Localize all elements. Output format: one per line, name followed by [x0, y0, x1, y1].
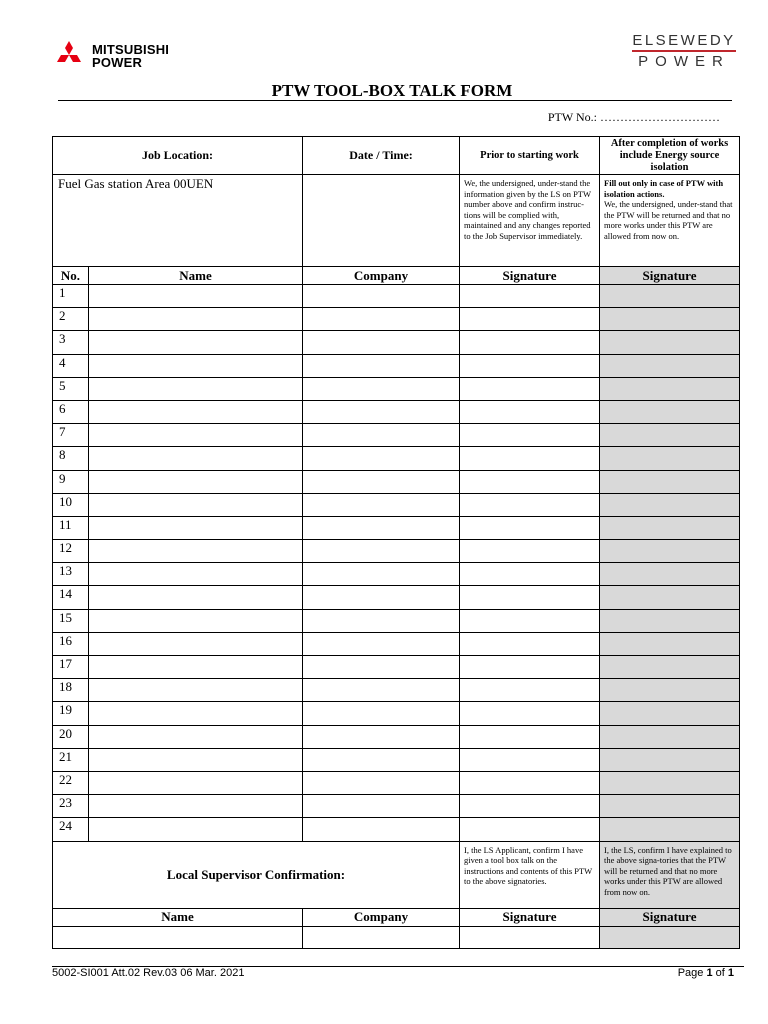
signature-after-field[interactable] [600, 377, 740, 400]
row-number: 15 [53, 609, 89, 632]
confirmation-name-field[interactable] [53, 926, 303, 948]
company-field[interactable] [303, 493, 460, 516]
table-row [53, 424, 740, 447]
company-field[interactable] [303, 702, 460, 725]
signature-after-field[interactable] [600, 470, 740, 493]
company-field[interactable] [303, 424, 460, 447]
company-field[interactable] [303, 308, 460, 331]
signature-field[interactable] [460, 563, 600, 586]
signature-field[interactable] [460, 470, 600, 493]
signature-field[interactable] [460, 424, 600, 447]
name-field[interactable] [89, 493, 303, 516]
name-field[interactable] [89, 563, 303, 586]
name-field[interactable] [89, 632, 303, 655]
name-field[interactable] [89, 354, 303, 377]
page-of: of [712, 967, 728, 979]
signature-field[interactable] [460, 354, 600, 377]
table-row [53, 516, 740, 539]
row-number: 6 [53, 400, 89, 423]
signature-after-field[interactable] [600, 795, 740, 818]
name-field[interactable] [89, 771, 303, 794]
signature-after-field[interactable] [600, 308, 740, 331]
company-field[interactable] [303, 377, 460, 400]
page-total: 1 [727, 967, 734, 979]
column-header-no: No. [53, 267, 89, 285]
table-row [53, 725, 740, 748]
signature-after-field[interactable] [600, 563, 740, 586]
signature-after-field[interactable] [600, 725, 740, 748]
name-field[interactable] [89, 516, 303, 539]
elsewedy-power-logo [624, 32, 744, 70]
elsewedy-wordmark: ELSEWEDY [632, 32, 736, 49]
row-number: 12 [53, 540, 89, 563]
name-field[interactable] [89, 308, 303, 331]
company-field[interactable] [303, 516, 460, 539]
table-row [53, 377, 740, 400]
row-number: 18 [53, 679, 89, 702]
name-field[interactable] [89, 447, 303, 470]
signature-after-field[interactable] [600, 656, 740, 679]
confirmation-signature-after-field[interactable] [600, 926, 740, 948]
signature-after-field[interactable] [600, 702, 740, 725]
company-field[interactable] [303, 795, 460, 818]
table-row [53, 493, 740, 516]
signature-after-field[interactable] [600, 516, 740, 539]
table-row [53, 563, 740, 586]
signature-field[interactable] [460, 285, 600, 308]
company-field[interactable] [303, 656, 460, 679]
name-field[interactable] [89, 656, 303, 679]
name-field[interactable] [89, 586, 303, 609]
company-field[interactable] [303, 540, 460, 563]
signature-after-field[interactable] [600, 818, 740, 841]
row-number: 16 [53, 632, 89, 655]
company-field[interactable] [303, 331, 460, 354]
company-field[interactable] [303, 771, 460, 794]
company-field[interactable] [303, 447, 460, 470]
row-number: 4 [53, 354, 89, 377]
company-field[interactable] [303, 400, 460, 423]
name-field[interactable] [89, 748, 303, 771]
logo-line-2: POWER [92, 55, 143, 70]
signature-field[interactable] [460, 447, 600, 470]
local-supervisor-confirmation-label: Local Supervisor Confirmation: [53, 841, 460, 908]
name-field[interactable] [89, 285, 303, 308]
row-number: 8 [53, 447, 89, 470]
name-field[interactable] [89, 679, 303, 702]
signature-after-field[interactable] [600, 771, 740, 794]
ls-applicant-confirmation-text: I, the LS Applicant, confirm I have given a tool box talk on the instructions and contents of this PTW to the above signatories. [460, 841, 600, 908]
row-number: 10 [53, 493, 89, 516]
date-time-label: Date / Time: [303, 137, 460, 175]
signature-field[interactable] [460, 586, 600, 609]
row-number: 1 [53, 285, 89, 308]
row-number: 24 [53, 818, 89, 841]
row-number: 17 [53, 656, 89, 679]
company-field[interactable] [303, 748, 460, 771]
signature-field[interactable] [460, 679, 600, 702]
table-row [53, 818, 740, 841]
confirmation-signature-field[interactable] [460, 926, 600, 948]
signature-after-field[interactable] [600, 447, 740, 470]
table-row [53, 771, 740, 794]
signature-field[interactable] [460, 725, 600, 748]
column-header-company: Company [303, 267, 460, 285]
table-row [53, 632, 740, 655]
date-time-value[interactable] [303, 175, 460, 267]
table-row [53, 586, 740, 609]
column-header-signature-after: Signature [600, 267, 740, 285]
company-field[interactable] [303, 354, 460, 377]
row-number: 7 [53, 424, 89, 447]
signature-field[interactable] [460, 540, 600, 563]
name-field[interactable] [89, 540, 303, 563]
job-location-label: Job Location: [53, 137, 303, 175]
ptw-number-field[interactable]: PTW No.: ………………………… [547, 110, 720, 124]
row-number: 21 [53, 748, 89, 771]
company-field[interactable] [303, 285, 460, 308]
signature-field[interactable] [460, 609, 600, 632]
signature-after-field[interactable] [600, 285, 740, 308]
page-current: 1 [706, 967, 713, 979]
row-number: 3 [53, 331, 89, 354]
table-row [53, 702, 740, 725]
table-row [53, 609, 740, 632]
row-number: 13 [53, 563, 89, 586]
company-field[interactable] [303, 632, 460, 655]
mitsubishi-power-wordmark [92, 43, 169, 69]
ls-confirmation-text: I, the LS, confirm I have explained to the above signa-tories that the PTW will be returned and that no more works under this PTW are allowed from now on. [600, 841, 740, 908]
name-field[interactable] [89, 377, 303, 400]
signature-field[interactable] [460, 795, 600, 818]
signature-after-field[interactable] [600, 586, 740, 609]
row-number: 14 [53, 586, 89, 609]
table-row [53, 447, 740, 470]
after-completion-label: After completion of works include Energy source isolation [600, 137, 740, 175]
mitsubishi-diamonds-icon [52, 41, 86, 71]
company-field[interactable] [303, 470, 460, 493]
row-number: 19 [53, 702, 89, 725]
confirmation-company-field[interactable] [303, 926, 460, 948]
title-divider [58, 100, 732, 101]
table-row [53, 656, 740, 679]
table-row [53, 400, 740, 423]
name-field[interactable] [89, 702, 303, 725]
signature-field[interactable] [460, 331, 600, 354]
company-field[interactable] [303, 818, 460, 841]
name-field[interactable] [89, 424, 303, 447]
signature-after-field[interactable] [600, 400, 740, 423]
table-row [53, 470, 740, 493]
signature-field[interactable] [460, 400, 600, 423]
row-number: 5 [53, 377, 89, 400]
company-field[interactable] [303, 586, 460, 609]
column-header-name: Name [89, 267, 303, 285]
company-field[interactable] [303, 563, 460, 586]
signature-after-field[interactable] [600, 493, 740, 516]
page-prefix: Page [677, 967, 707, 979]
signature-field[interactable] [460, 308, 600, 331]
power-wordmark: POWER [638, 53, 730, 70]
signature-field[interactable] [460, 748, 600, 771]
signature-after-field[interactable] [600, 424, 740, 447]
prior-declaration-text: We, the undersigned, under-stand the information given by the LS on PTW number above and confirm instruc-tions will be complied with, maintained and any changes reported to the Job Supervisor immediately. [460, 175, 600, 267]
name-field[interactable] [89, 818, 303, 841]
document-reference: 5002-SI001 Att.02 Rev.03 06 Mar. 2021 [52, 967, 245, 979]
row-number: 11 [53, 516, 89, 539]
toolbox-talk-table [52, 136, 740, 949]
table-row [53, 748, 740, 771]
elsewedy-accent-line [632, 50, 736, 52]
confirmation-name-header: Name [53, 908, 303, 926]
signature-after-field[interactable] [600, 609, 740, 632]
logo-line-1: MITSUBISHI [92, 42, 170, 57]
signature-field[interactable] [460, 377, 600, 400]
name-field[interactable] [89, 400, 303, 423]
confirmation-company-header: Company [303, 908, 460, 926]
prior-to-starting-label: Prior to starting work [460, 137, 600, 175]
after-declaration-note: Fill out only in case of PTW with isolation actions. [604, 178, 724, 199]
signature-field[interactable] [460, 818, 600, 841]
name-field[interactable] [89, 331, 303, 354]
signature-after-field[interactable] [600, 540, 740, 563]
table-row [53, 308, 740, 331]
after-declaration-text: We, the undersigned, under-stand that the PTW will be returned and that no more works under this PTW are allowed from now on. [604, 199, 733, 241]
signature-field[interactable] [460, 656, 600, 679]
row-number: 23 [53, 795, 89, 818]
company-field[interactable] [303, 679, 460, 702]
signature-after-field[interactable] [600, 354, 740, 377]
table-row [53, 795, 740, 818]
signature-field[interactable] [460, 702, 600, 725]
after-declaration [600, 175, 740, 267]
column-header-signature: Signature [460, 267, 600, 285]
row-number: 9 [53, 470, 89, 493]
row-number: 20 [53, 725, 89, 748]
signature-field[interactable] [460, 632, 600, 655]
signature-after-field[interactable] [600, 632, 740, 655]
table-row [53, 540, 740, 563]
mitsubishi-power-logo [52, 36, 169, 76]
table-row [53, 285, 740, 308]
table-row [53, 331, 740, 354]
page-title: PTW TOOL-BOX TALK FORM [271, 81, 513, 100]
signature-after-field[interactable] [600, 679, 740, 702]
row-number: 22 [53, 771, 89, 794]
name-field[interactable] [89, 470, 303, 493]
signature-field[interactable] [460, 493, 600, 516]
page-number [678, 967, 734, 979]
signature-field[interactable] [460, 516, 600, 539]
name-field[interactable] [89, 725, 303, 748]
signature-after-field[interactable] [600, 331, 740, 354]
signature-after-field[interactable] [600, 748, 740, 771]
company-field[interactable] [303, 725, 460, 748]
company-field[interactable] [303, 609, 460, 632]
name-field[interactable] [89, 795, 303, 818]
row-number: 2 [53, 308, 89, 331]
confirmation-signature-header: Signature [460, 908, 600, 926]
signature-field[interactable] [460, 771, 600, 794]
job-location-value[interactable]: Fuel Gas station Area 00UEN [53, 175, 303, 267]
table-row [53, 354, 740, 377]
name-field[interactable] [89, 609, 303, 632]
confirmation-signature-after-header: Signature [600, 908, 740, 926]
table-row [53, 679, 740, 702]
